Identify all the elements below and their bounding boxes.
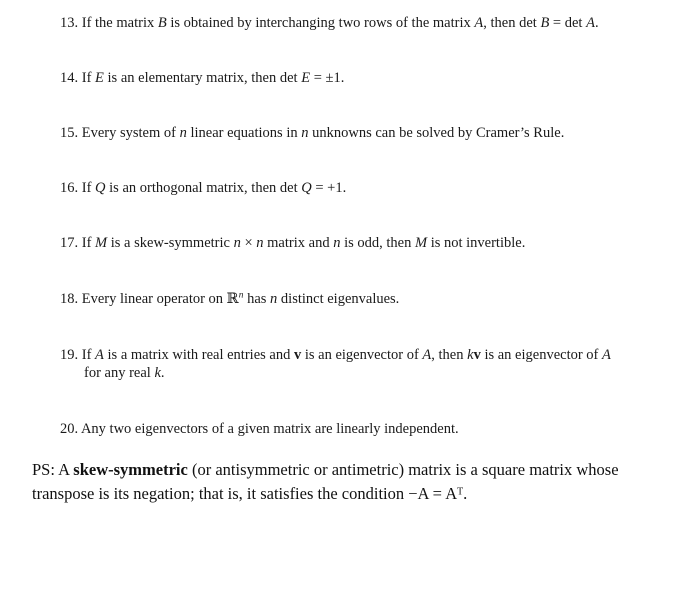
item-number: 15.: [60, 125, 79, 141]
footnote-prefix: PS: A: [32, 460, 70, 479]
item-number: 14.: [60, 70, 79, 86]
list-item: 14. If E is an elementary matrix, then det E = ±1.: [60, 70, 345, 86]
item-number: 13.: [60, 15, 79, 31]
list-item: 16. If Q is an orthogonal matrix, then det Q = +1.: [60, 180, 347, 196]
footnote-term: skew-symmetric: [73, 460, 188, 479]
item-number: 17.: [60, 235, 79, 251]
item-number: 16.: [60, 180, 79, 196]
list-item: 17. If M is a skew-symmetric n × n matrix and n is odd, then M is not invertible.: [60, 235, 526, 251]
footnote: [32, 458, 682, 506]
list-item: 18. Every linear operator on ℝ$^n$ has n distinct eigenvalues.: [60, 290, 400, 307]
list-item: 15. Every system of n linear equations in n unknowns can be solved by Cramer’s Rule.: [60, 125, 565, 141]
footnote-body: (or antisymmetric or antimetric) matrix is a square matrix whose transpose is its negation; that is, it satisfies the condition −A = Aᵀ.: [32, 460, 619, 503]
item-number: 20.: [60, 421, 79, 437]
item-number: 19.: [60, 347, 79, 363]
list-item: 19. If A is a matrix with real entries and v is an eigenvector of A, then kv is an eigenvector of A for any real k.: [60, 347, 611, 381]
list-item: 20. Any two eigenvectors of a given matrix are linearly independent.: [60, 421, 459, 437]
list-item: 13. If the matrix B is obtained by interchanging two rows of the matrix A, then det B = det A.: [60, 15, 599, 31]
item-number: 18.: [60, 291, 79, 307]
